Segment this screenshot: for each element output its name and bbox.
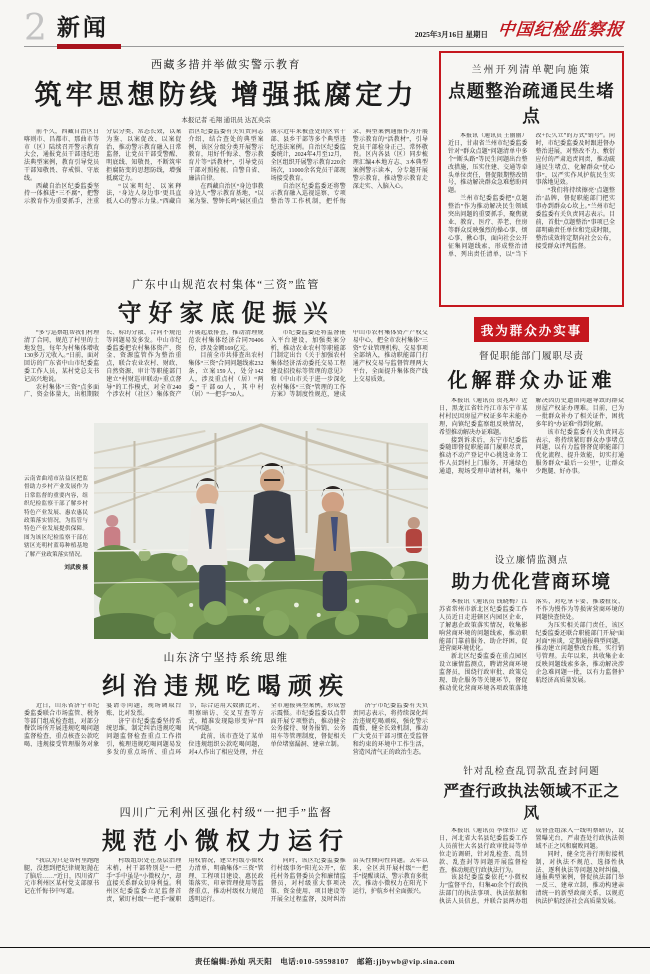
- article-banzheng-headline: 化解群众办证难: [447, 370, 616, 392]
- article-jining-kicker: 山东济宁坚持系统思维: [163, 652, 289, 664]
- article-xizang: [24, 56, 428, 267]
- greenhouse-inspection-photo: [94, 423, 428, 639]
- photo-credit: 刘武俊 摄: [64, 564, 88, 571]
- article-banzheng-kicker: 督促职能部门履职尽责: [478, 352, 584, 362]
- right-column: [439, 51, 624, 974]
- main-content: [24, 51, 624, 974]
- article-lizhou-body: “我以为只是帮村里跑跑腿，没想到把纪律规矩抛在了脑后……”近日，四川省广元市利州区某村党支部原书记在忏悔书中写道。 村级组织处在基层治理末梢，村干部特别是“一把手”手中虽是“小微权力”，却直接关系群众切身利益。利州区纪委监委立足监督首责，紧盯村级“一把手”履职用权情况，建立村级小微权力清单，明确集体“三资”管理、工程项目建设、惠民政策落实、印章管理使用等监督重点，推动村级权力规范透明运行。 同时，该区纪委监委推行村级事务“阳光公开”，依托村务监督委员会和廉情监督员，对村级重大事项决策、资金使用、项目建设等开展全过程监督，及时纠治苗头性倾向性问题。去年以来，全区共开展村级“一把手”提醒谈话、警示教育多批次，推动小微权力在阳光下运行，护航乡村全面振兴。: [24, 858, 428, 903]
- article-lanzhou-headline: 点题整治疏通民生堵点: [448, 81, 615, 126]
- greenhouse-photo-illustration: [94, 423, 428, 639]
- article-lizhou: [24, 804, 428, 938]
- article-lizhou-headline: 规范小微权力运行: [102, 829, 350, 855]
- article-banzheng: [439, 348, 624, 546]
- page-footer: [0, 947, 650, 974]
- article-lanzhou-body: 本报讯（通讯员 王丽丽）近日，甘肃省兰州市纪委监委针对“群众点题”问题清单中多个“断头路”等民生问题出台整改措施，压实住建、交通等牵头单位责任，督促限期整改销号，推动解决群众急难愁盼问题。 兰州市纪委监委把“点题整治”作为推动解决民生领域突出问题的重要抓手，聚焦就业、教育、医疗、养老、住房等群众反映强烈的操心事、烦心事、揪心事，面向社会公开征集问题线索，形成整治清单、列出责任清单，以“当下改+长久立”的方式“销号”。同时，市纪委监委及时跟进督办整治进展，对整改不力、敷衍应付的严肃追责问责，推动疏通民生堵点、化解群众“忧心事”，以严实作风护航民生实事落地见效。 “我们将持续擦亮‘点题整治’品牌，督促职能部门把实事办到群众心坎上。”兰州市纪委监委有关负责同志表示。目前，首批“点题整治”事项已全部明确责任单位和完成时限，整治成效将定期向社会公布，接受群众评判监督。: [448, 133, 615, 258]
- section-title: 新闻: [56, 15, 109, 40]
- article-yingshang: [439, 552, 624, 757]
- section-banner: 我为群众办实事: [474, 317, 589, 342]
- issue-date: 2025年3月16日 星期日: [414, 30, 488, 39]
- article-zhifa-headline: 严查行政执法领域不正之风: [443, 783, 620, 822]
- footer-text: 责任编辑:孙灿 巩天阳 电话:010-59598107 邮箱:jjbywb@vip.sina.com: [194, 956, 456, 966]
- article-zhongshan-headline: 守好家底促振兴: [117, 301, 335, 327]
- page-number: 2: [24, 8, 47, 49]
- article-yingshang-headline: 助力优化营商环境: [451, 573, 612, 593]
- article-zhifa-kicker: 针对乱检查乱罚款乱查封问题: [463, 767, 600, 777]
- article-zhongshan: [24, 276, 428, 639]
- article-jining-body: 近日，山东省济宁市纪委监委联合市场监管、税务等部门组成检查组，对部分餐饮场所开展违规吃喝问题监督检查，重点核查公款吃喝、违规接受管理服务对象宴请等问题，现场调取台账、比对发票。 济宁市纪委监委坚持系统思维，制定纠治违规吃喝问题监督检查重点工作指引，梳理违规吃喝问题易发多发的重点场所、重点环节，综合运用大数据比对、明察暗访、交叉互查等方式，精准发现隐形变异“四风”问题。 此前，该市查处了某单位违规组织公款吃喝问题，对4人作出了相应处理，并在全市通报典型案例，形成警示震慑。市纪委监委以点带面开展专项整治，推动健全公务接待、财务报销、公务用车等管理制度，督促相关单位堵塞漏洞、建章立制。 济宁市纪委监委有关负责同志表示，将持续深化纠治违规吃喝顽疾，强化警示震慑，健全长效机制，推动广大党员干部习惯在受监督和约束的环境中工作生活，营造风清气正的政治生态。: [24, 703, 428, 756]
- photo-block: [24, 423, 428, 639]
- article-zhifa: [439, 763, 624, 974]
- article-xizang-byline: 本报记者 毛翔 通讯员 达瓦央宗: [181, 117, 271, 124]
- photo-caption: [24, 423, 88, 639]
- article-lanzhou-redbox: [439, 51, 624, 307]
- article-xizang-kicker: 西藏多措并举做实警示教育: [151, 59, 301, 71]
- article-banzheng-body: 本报讯（通讯员 贵兆坤）近日，黑龙江省牡丹江市东宁市某村村民因房屋产权证多年未能办理，向镇纪委监察组反映情况，希望推动解决办证难题。 接到诉求后，东宁市纪委监委随即督促职能部门履职尽责，推动不动产登记中心挑选业务工作人员到村上门服务，开通绿色通道，现场受理申请材料，集中解决因历史遗留问题导致的群众房屋产权证办理难。目前，已为一批群众补办了相关证件，困扰多年的“办证难”得到化解。 该市纪委监委有关负责同志表示，将持续紧盯群众办事堵点问题，以有力监督督促职能部门优化流程、提升效能，切实打通服务群众“最后一公里”，让群众少跑腿、好办事。: [439, 398, 624, 476]
- article-jining-headline: 纠治违规吃喝顽疾: [102, 674, 350, 700]
- article-xizang-body: 前不久，西藏自治区日喀则市、昌都市、那曲市等市（区）陆续召开警示教育大会，通报党员干部违纪违法典型案例，教育引导党员干部知敬畏、存戒惧、守底线。 西藏自治区纪委监委坚持一体推进“三不腐”，把警示教育作为重要抓手，注重分层分类、常态长效，以案为鉴、以案促改、以案促治，推动警示教育融入日常监督，让党员干部受警醒、明底线、知敬畏，不断筑牢拒腐防变的思想防线，增强抵腐定力。 “以案明纪、以案释法，‘身边人身边事’更具直抵人心的警示力量。”西藏自治区纪委监委有关负责同志介绍，结合查处的典型案例，该区分级分类开展警示教育，用好忏悔录、警示教育片等“活教材”，引导党员干部对照检视、自警自省、廉洁自律。 在西藏自治区“身边事教身边人”警示教育基地，“以案为鉴、警钟长鸣”展区重点展示近年来被查处的区管干部、县乡干部等多个典型违纪违法案例。自治区纪委监委统计，2024年4月至12月，全区组织开展警示教育220余场次，11000余名党员干部现场接受教育。 自治区纪委监委还将警示教育融入巡视巡察、专项整治等工作机制，把忏悔录、典型案例通报作为开展警示教育的“活教材”，引导党员干部检身正己、常怀敬畏。区内各县（区）同步梳理汇编4本地方志、3本典型案例警示读本，分专题开展警示教育，推动警示教育走深走实、入脑入心。: [24, 129, 428, 206]
- article-xizang-headline: 筑牢思想防线 增强抵腐定力: [34, 80, 418, 110]
- photo-caption-text: 云南省曲靖市沾益区把监督助力乡村产业发展作为日常监督的重要内容，组织纪检监察干部了解乡村特色产业发展、惠农惠民政策落实情况，为监管与特色产业发展提供保障。图为该区纪检监察干部在辖区光明村蓝莓种植基地了解产业政策落实情况。: [24, 476, 88, 558]
- page-header: [24, 6, 624, 47]
- article-yingshang-body: 本报讯（通讯员 钱晓梅）江苏省常州市新北区纪委监委工作人员近日走进辖区内园区企业，了解惠企政策落实情况，收集影响营商环境的问题线索，推动职能部门靠前服务、助企纾困，促进营商环境优化。 新北区纪委监委在重点园区设立廉情监测点，聘请营商环境监督员，围绕行政审批、政策兑现、助企服务等关键环节，督促推动优化营商环境各项政策落地落实，对吃拿卡要、推诿扯皮、不作为慢作为等损害营商环境的问题快查快处。 为压实相关部门责任，该区纪委监委还联合职能部门开展“面对面”座谈，定期通报典型问题，推动建立问题整改台账，实行销号管理。去年以来，共收集企业反映问题线索多条，推动解决涉企急难问题一批，以有力监督护航经济高质量发展。: [439, 599, 624, 692]
- article-zhongshan-body: “多亏巡察组帮我们村理清了合同，规范了村里的土地发包，每年为村集体增收130多万元收入。”日前，面对回访的广东省中山市纪委监委工作人员，某村党总支书记高兴地说。 农村集体“三资”点多面广、资金体量大，出租期限长、标的分散、合同不规范等问题易发多发。中山市纪委监委把农村集体资产、资金、资源监管作为整治重点，联合农业农村、财政、自然资源、审计等职能部门建立“村财巡审联动+重点督导”的工作模式，对全市240个涉农村（社区）集体资产开展起底排查，推动清理规范农村集体经济合同70406份，涉及金额169亿元。 目前全市共排查出农村集体“三资”合同问题线索232条，立案159人，处分142人，涉及重点村（居）“两委”干部60人，其中村（居）“一把手”30人。 市纪委监委还将监督嵌入平台建设，加强类案分析，推动农业农村等职能部门制定出台《关于加强农村集体经济活动委托交易工程建设招投标等管理的意见》和《中山市关于进一步深化农村集体“三资”管理的工作方案》等制度性规范，建成中山市农村集体资产产权交易中心，把全市农村集体“三资”专业管理机构、交易事项全部纳入，推动职能部门打通产权交易与监督管理两大平台，全面提升集体资产线上交易质效。: [24, 330, 428, 399]
- section-title-wrap: [57, 9, 109, 46]
- article-zhongshan-kicker: 广东中山规范农村集体“三资”监管: [132, 279, 320, 291]
- article-lanzhou-kicker: 兰州开列清单靶向施策: [471, 65, 592, 76]
- left-column: [24, 51, 428, 974]
- article-lizhou-kicker: 四川广元利州区强化村级“一把手”监督: [119, 807, 333, 819]
- section-red-underline: [57, 44, 121, 49]
- article-zhifa-body: 本报讯（通讯员 李保伟）近日，河北省大名县纪委监委工作人员前往大名县行政审批局等单位走访调研，针对乱检查、乱罚款、乱查封等问题开展监督检查，推动规范行政执法行为。 该县纪委监委依托“小微权力”监督平台，归集40余个行政执法部门的执法事项、执法依据和执法人员信息，并联合县两办组成督查组深入一线明察暗访，设置曝光台，严肃查处行政执法领域不正之风和腐败问题。 同时，健全完善行刑衔接机制，对执法不规范、选择性执法、逐利执法等问题及时纠偏，通报典型案例，督促执法部门举一反三、建章立制，推动构建亲清统一的新型政商关系，以规范执法护航经济社会高质量发展。: [439, 828, 624, 906]
- header-right: [415, 15, 624, 46]
- article-yingshang-kicker: 设立廉情监测点: [494, 556, 569, 566]
- article-jining: [24, 649, 428, 796]
- masthead-logo: 中国纪检监察报: [496, 20, 625, 39]
